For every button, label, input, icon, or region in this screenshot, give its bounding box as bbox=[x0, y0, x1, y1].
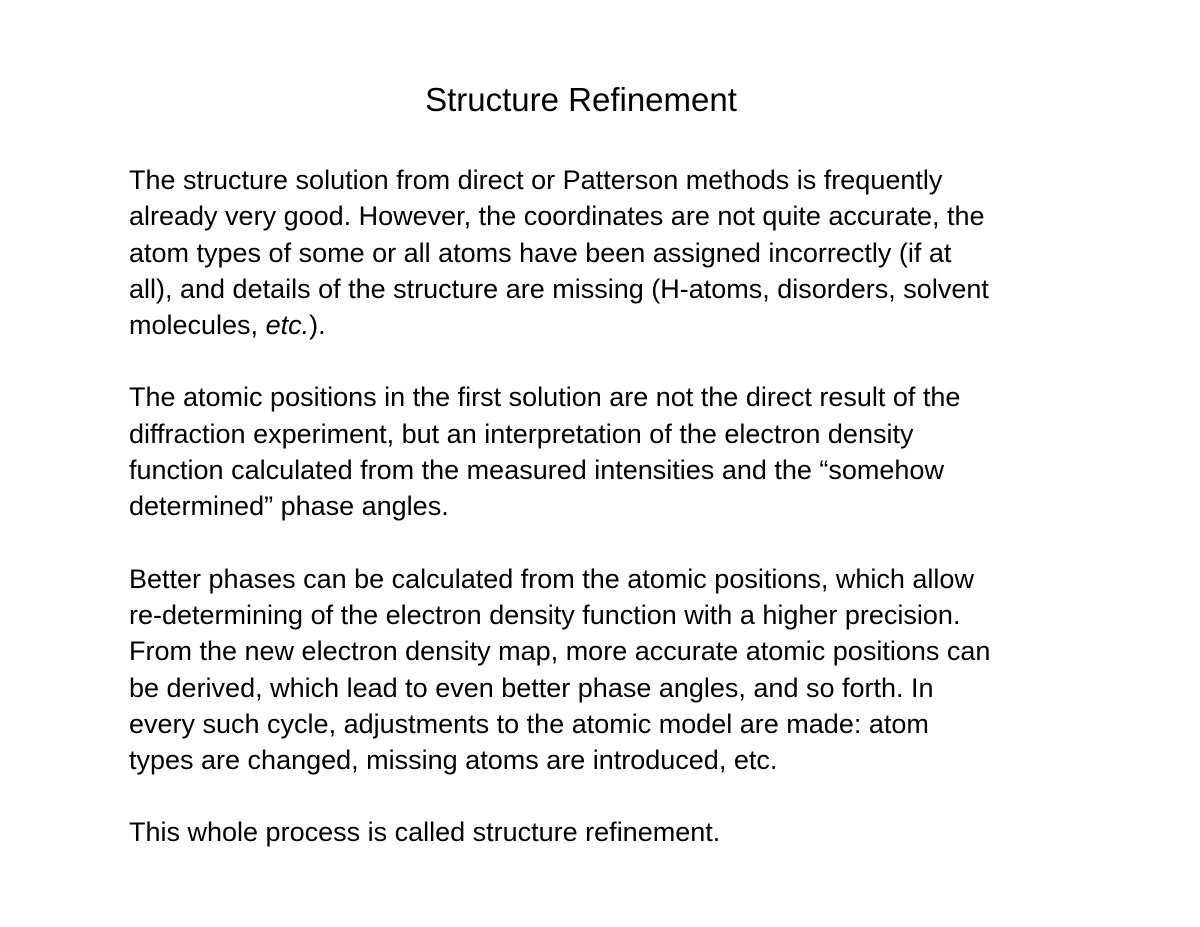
text-line: every such cycle, adjustments to the atomic model are made: atom bbox=[129, 708, 929, 739]
text-line: From the new electron density map, more accurate atomic positions can bbox=[129, 636, 991, 667]
italic-etc: etc. bbox=[265, 310, 310, 341]
text-line: be derived, which lead to even better phase angles, and so forth. In bbox=[129, 672, 934, 703]
paragraph-structure-solution bbox=[129, 162, 1139, 343]
slide-title: Structure Refinement bbox=[425, 81, 737, 118]
text-line: types are changed, missing atoms are introduced, etc. bbox=[129, 745, 778, 776]
text-line-end: ). bbox=[309, 310, 326, 341]
text-line: diffraction experiment, but an interpretation of the electron density bbox=[129, 418, 914, 449]
text-line: determined” phase angles. bbox=[129, 491, 449, 522]
text-line: The atomic positions in the first solution are not the direct result of the bbox=[129, 382, 961, 413]
paragraph-better-phases bbox=[129, 561, 1139, 779]
text-line: all), and details of the structure are missing (H-atoms, disorders, solvent bbox=[129, 273, 989, 304]
text-line: atom types of some or all atoms have been assigned incorrectly (if at bbox=[129, 237, 952, 268]
text-line: Better phases can be calculated from the atomic positions, which allow bbox=[129, 563, 974, 594]
text-line: already very good. However, the coordinates are not quite accurate, the bbox=[129, 201, 985, 232]
text-line: function calculated from the measured intensities and the “somehow bbox=[129, 455, 944, 486]
text-line: This whole process is called structure refinement. bbox=[129, 817, 721, 848]
paragraph-conclusion bbox=[129, 814, 1139, 850]
text-line bbox=[129, 307, 1139, 343]
text-line: The structure solution from direct or Patterson methods is frequently bbox=[129, 165, 943, 195]
text-line: re-determining of the electron density function with a higher precision. bbox=[129, 599, 961, 630]
slide-body bbox=[129, 162, 1139, 851]
text-line-start: molecules, bbox=[129, 310, 266, 341]
paragraph-atomic-positions bbox=[129, 379, 1139, 524]
